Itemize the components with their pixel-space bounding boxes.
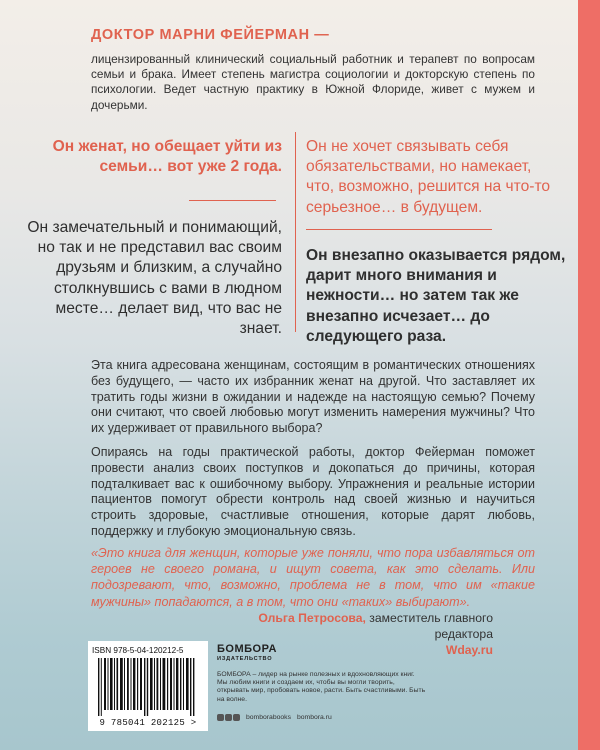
divider-left — [189, 200, 276, 201]
author-heading: ДОКТОР МАРНИ ФЕЙЕРМАН — — [91, 27, 330, 43]
social-icon-3 — [233, 714, 240, 721]
barcode-icon — [98, 658, 198, 716]
social-icon-2 — [225, 714, 232, 721]
spine-stripe — [578, 0, 600, 750]
barcode-block — [88, 641, 208, 731]
social-icon-1 — [217, 714, 224, 721]
reviewer-site: Wday.ru — [445, 643, 493, 657]
isbn-label: ISBN 978-5-04-120212-5 — [92, 646, 184, 655]
description-paragraph-1: Эта книга адресована женщинам, состоящим в романтических отношениях без будущего, — часто их избранник женат на другой. Что заставляет их тратить годы жизни в ожидании и надежде на настоящую семью? Почему они считают, что своей любовью могут изменить намерения мужчины? Что их удерживает от правильного выбора? — [91, 358, 535, 436]
publisher-logo: БОМБОРА — [217, 643, 277, 655]
quote-disappears: Он внезапно оказывается рядом, дарит много внимания и нежности… но затем так же внезапно исчезает… до следующего раза. — [306, 247, 566, 345]
social-icons — [217, 714, 240, 721]
divider-right — [306, 229, 492, 230]
quote-hidden: Он замечательный и понимающий, но так и не представил вас своим друзьям и близким, а случайно столкнувшись с вами в людном месте… делает вид, что вас не знает. — [27, 219, 282, 338]
divider-vertical — [295, 132, 296, 332]
reviewer-role: заместитель главного редактора — [365, 611, 493, 641]
publisher-logo-sub: ИЗДАТЕЛЬСТВО — [217, 656, 273, 662]
social-handle: bomborabooks — [246, 714, 291, 721]
review-quote: «Это книга для женщин, которые уже поняли, что пора избавляться от героев не своего романа, и ищут совета, как это сделать. Или подозревают, что, возможно, проблема не в том, что им «такие мужчины» попадаются, а в том, что они «таких» выбирают». — [91, 546, 535, 609]
barcode-digits: 9 785041 202125 > — [99, 718, 197, 728]
publisher-socials — [217, 714, 332, 721]
description-paragraph-2: Опираясь на годы практической работы, доктор Фейерман поможет провести анализ своих поступков и докопаться до причины, которая подталкивает вас к ошибочному выбору. Упражнения и реальные истории пациентов помогут обрести контроль над своей жизнью и научиться строить здоровые, счастливые отношения, которые дарят любовь, поддержку и глубокую эмоциональную связь. — [91, 445, 535, 538]
quote-married: Он женат, но обещает уйти из семьи… вот уже 2 года. — [52, 138, 282, 176]
publisher-site: bombora.ru — [296, 714, 332, 721]
quote-commitment: Он не хочет связывать себя обязательствами, но намекает, что, возможно, решится на что-то серьезное… в будущем. — [306, 138, 551, 216]
publisher-description: БОМБОРА – лидер на рынке полезных и вдохновляющих книг. Мы любим книги и создаем их, чтобы вы могли творить, открывать мир, пробовать новое, расти. Быть счастливыми. Быть на волне. — [217, 671, 426, 703]
author-bio: лицензированный клинический социальный работник и терапевт по вопросам семьи и брака. Имеет степень магистра социологии и докторскую степень по психологии. Ведет частную практику в Южной Флориде, живет с мужем и дочерьми. — [91, 52, 535, 112]
reviewer-name: Ольга Петросова, — [258, 611, 366, 625]
